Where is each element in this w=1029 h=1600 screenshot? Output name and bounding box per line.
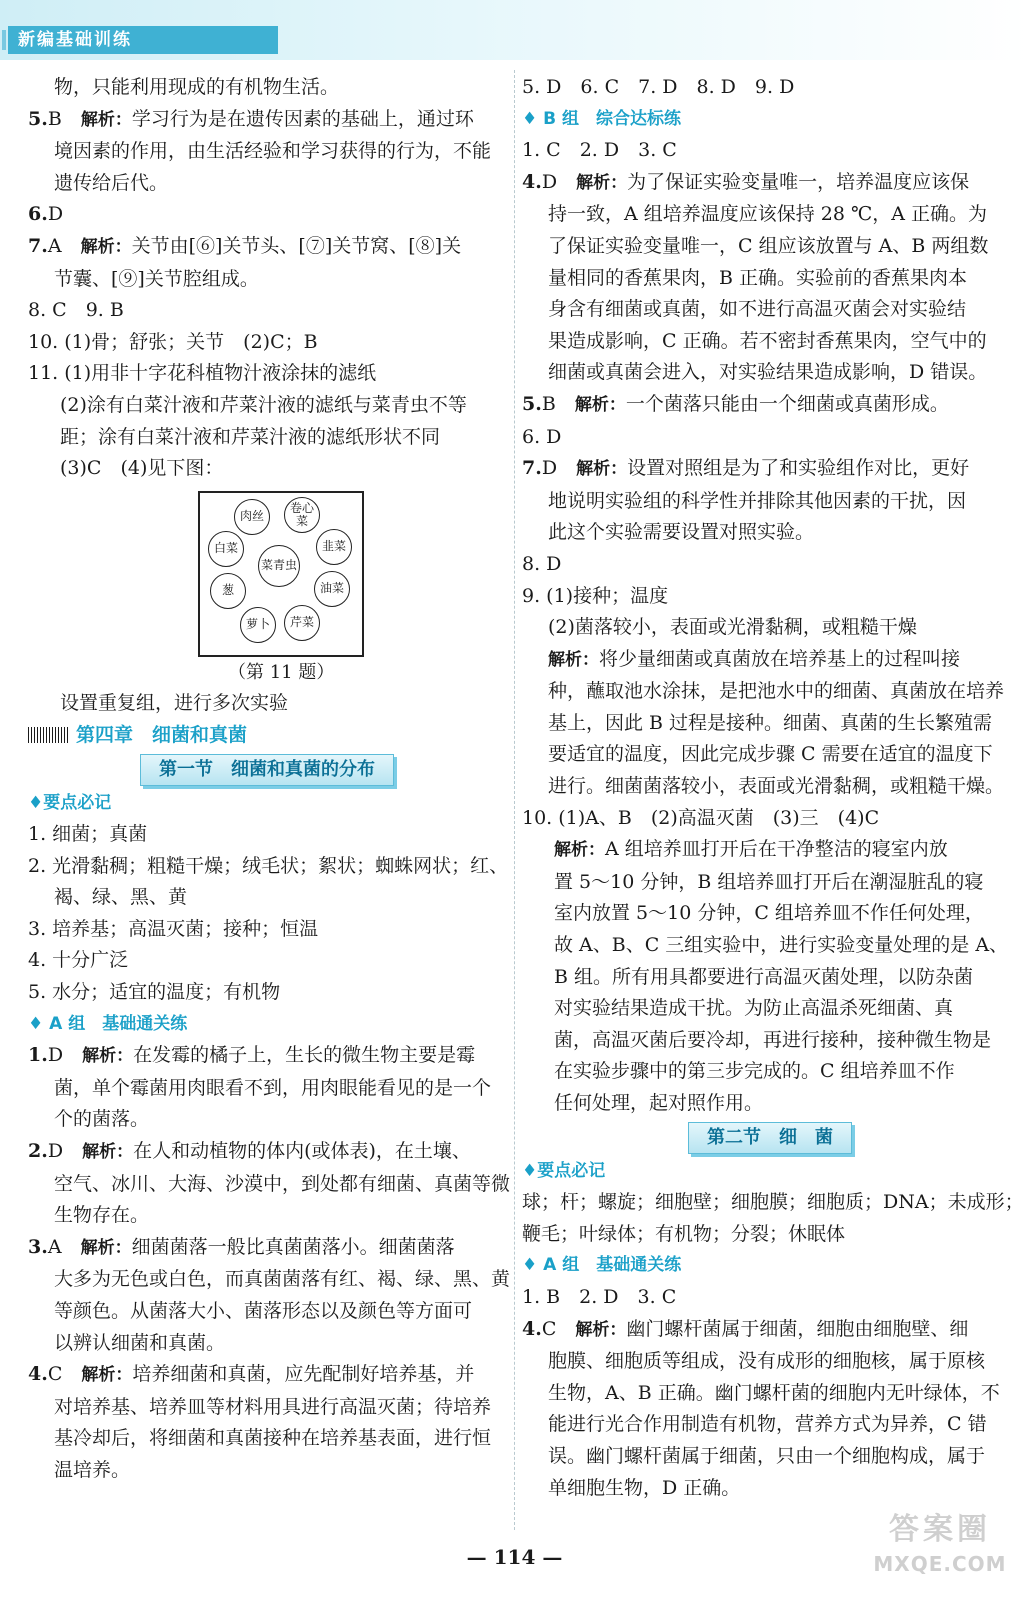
section-title: 第二节 细 菌 <box>688 1122 852 1154</box>
text-line: 大多为无色或白色，而真菌菌落有红、褐、绿、黑、黄 <box>54 1268 511 1291</box>
text-line: 对培养基、培养皿等材料用具进行高温灭菌；待培养 <box>54 1395 492 1418</box>
section-title: 第一节 细菌和真菌的分布 <box>140 754 394 786</box>
answer-item <box>28 231 506 295</box>
text-line: 种，蘸取池水涂抹，是把池水中的细菌、真菌放在培养 <box>548 680 1005 703</box>
chapter-title: 第四章 细菌和真菌 <box>76 723 248 746</box>
text-line: 误。幽门螺杆菌属于细菌，只由一个细胞构成，属于 <box>548 1444 986 1467</box>
answer-line: 1. B 2. D 3. C <box>522 1285 677 1308</box>
text-line: 此这个实验需要设置对照实验。 <box>548 521 815 544</box>
item-answer: D <box>541 170 558 193</box>
answer-line: 10. (1)A、B (2)高温灭菌 (3)三 (4)C <box>522 806 880 829</box>
text-line: 个的菌落。 <box>54 1108 150 1131</box>
diagram-item: 油菜 <box>314 571 350 607</box>
group-title: A 组 基础通关练 <box>543 1255 682 1276</box>
answer-line: 11. (1)用非十字花科植物汁液涂抹的滤纸 <box>28 362 377 385</box>
answer-line: 1. C 2. D 3. C <box>522 139 677 162</box>
watermark-logo <box>865 1508 1015 1588</box>
text-line: 球；杆；螺旋；细胞壁；细胞膜；细胞质；DNA；未成形； <box>522 1191 1024 1214</box>
answer-item <box>522 803 1009 1120</box>
chapter-bars-icon <box>28 727 70 743</box>
text-line: 任何处理，起对照作用。 <box>554 1092 764 1114</box>
analysis-label: 解析： <box>80 109 132 130</box>
diagram-item: 韭菜 <box>316 529 352 565</box>
text-line: 对实验结果造成干扰。为防止高温杀死细菌、真 <box>554 997 954 1020</box>
text-line: 要适宜的温度，因此完成步骤 C 需要在适宜的温度下 <box>548 743 993 766</box>
text-line: 1. 细菌；真菌 <box>28 823 148 846</box>
text-line: 2. 光滑黏稠；粗糙干燥；绒毛状；絮状；蜘蛛网状；红、 <box>28 854 509 877</box>
text-line: 进行。细菌菌落较小，表面或光滑黏稠，或粗糙干燥。 <box>548 775 1005 798</box>
diagram-item: 肉丝 <box>234 499 270 535</box>
chapter-heading <box>28 720 506 752</box>
item-number: 4. <box>28 1363 48 1386</box>
group-heading <box>522 104 1002 136</box>
text-line: 身含有细菌或真菌，如不进行高温灭菌会对实验结 <box>548 298 967 321</box>
text-line: 置 5～10 分钟，B 组培养皿打开后在潮湿脏乱的寝 <box>554 870 984 893</box>
text-line: 能进行光合作用制造有机物，营养方式为异养，C 错 <box>548 1413 987 1436</box>
text-line: (2)菌落较小，表面或光滑黏稠，或粗糙干燥 <box>548 616 917 639</box>
experiment-diagram <box>198 491 364 657</box>
text-line: 一个菌落只能由一个细菌或真菌形成。 <box>625 392 949 415</box>
item-number: 2. <box>28 1140 48 1163</box>
text-line: 境因素的作用，由生活经验和学习获得的行为，不能 <box>54 140 492 163</box>
item-number: 5. <box>28 107 48 130</box>
group-heading <box>522 1156 1002 1188</box>
text-line: 单细胞生物，D 正确。 <box>548 1476 741 1499</box>
group-title: 要点必记 <box>537 1160 606 1181</box>
text-line: 幽门螺杆菌属于细菌，细胞由细胞壁、细 <box>626 1317 969 1340</box>
answer-line: 9. (1)接种；温度 <box>522 584 669 607</box>
analysis-label: 解析： <box>576 172 628 193</box>
item-answer: D <box>47 203 64 226</box>
analysis-label: 解析： <box>574 394 626 415</box>
diamond-icon: ♦ <box>28 792 44 813</box>
item-answer: D <box>47 1044 64 1067</box>
group-title: 要点必记 <box>43 792 112 813</box>
answer-item <box>28 1232 511 1359</box>
text-line: 4. 十分广泛 <box>28 949 129 972</box>
text-line: 物，只能利用现成的有机物生活。 <box>54 76 340 98</box>
text-line: 鞭毛；叶绿体；有机物；分裂；休眠体 <box>522 1222 846 1245</box>
item-answer: C <box>47 1363 63 1386</box>
text-line: (3)C (4)见下图： <box>60 457 224 480</box>
text-line: (2)涂有白菜汁液和芹菜汁液的滤纸与菜青虫不等 <box>60 393 467 416</box>
text-line: 菌，高温灭菌后要冷却，再进行接种，接种微生物是 <box>554 1028 992 1051</box>
answer-line: 6. D <box>522 425 562 448</box>
diamond-icon: ♦ <box>28 1013 44 1034</box>
item-answer: D <box>541 457 558 480</box>
item-answer: A <box>47 234 62 257</box>
diagram-item: 萝卜 <box>240 607 276 643</box>
group-heading <box>28 788 506 820</box>
text-line: 在发霉的橘子上，生长的微生物主要是霉 <box>133 1044 476 1067</box>
text-line: 设置重复组，进行多次实验 <box>60 692 289 715</box>
item-number: 7. <box>522 457 542 480</box>
watermark-url: MXQE.COM <box>873 1552 1007 1576</box>
text-line: 3. 培养基；高温灭菌；接种；恒温 <box>28 917 319 940</box>
analysis-label: 解析： <box>80 1237 132 1258</box>
text-line: 空气、冰川、大海、沙漠中，到处都有细菌、真菌等微 <box>54 1172 511 1195</box>
answer-item <box>522 581 1005 803</box>
right-column <box>522 72 1024 1504</box>
answer-line: 5. D 6. C 7. D 8. D 9. D <box>522 76 795 98</box>
item-number: 3. <box>28 1235 48 1258</box>
text-line: 将少量细菌或真菌放在培养基上的过程叫接 <box>599 647 961 670</box>
answer-item <box>522 1314 1002 1505</box>
answer-line: 8. D <box>522 552 562 575</box>
answer-line: 8. C 9. B <box>28 299 124 322</box>
item-number: 6. <box>28 203 48 226</box>
item-answer: B <box>47 107 62 130</box>
group-heading <box>28 1009 506 1041</box>
text-line: 节囊、[⑨]关节腔组成。 <box>54 267 259 290</box>
diagram-item: 葱 <box>210 573 246 609</box>
item-answer: C <box>541 1317 557 1340</box>
analysis-label: 解析： <box>80 236 132 257</box>
text-line: 褐、绿、黑、黄 <box>54 886 188 909</box>
text-line: 基上，因此 B 过程是接种。细菌、真菌的生长繁殖需 <box>548 711 993 734</box>
diamond-icon: ♦ <box>522 1160 538 1181</box>
analysis-label: 解析： <box>81 1365 133 1386</box>
text-line: 温培养。 <box>54 1458 131 1481</box>
item-number: 5. <box>522 392 542 415</box>
text-line: A 组培养皿打开后在干净整洁的寝室内放 <box>605 838 948 861</box>
item-number: 1. <box>28 1044 48 1067</box>
item-number: 4. <box>522 170 542 193</box>
analysis-label: 解析： <box>82 1046 134 1067</box>
answer-item <box>28 1136 511 1232</box>
text-line: 关节由[⑥]关节头、[⑦]关节窝、[⑧]关 <box>131 234 462 257</box>
answer-item <box>28 1040 506 1136</box>
text-line: 持一致，A 组培养温度应该保持 28 ℃，A 正确。为 <box>548 203 988 226</box>
text-line: 故 A、B、C 三组实验中，进行实验变量处理的是 A、 <box>554 934 1009 957</box>
item-answer: D <box>47 1140 64 1163</box>
diagram-item: 卷心菜 <box>284 497 320 533</box>
analysis-label: 解析： <box>554 840 605 861</box>
text-line: 距；涂有白菜汁液和芹菜汁液的滤纸形状不同 <box>60 425 441 448</box>
section-heading <box>522 1120 1002 1156</box>
text-line: 果造成影响，C 正确。若不密封香蕉果肉，空气中的 <box>548 329 987 352</box>
left-column <box>28 72 511 1487</box>
text-line: 5. 水分；适宜的温度；有机物 <box>28 981 281 1004</box>
column-divider <box>514 70 515 1530</box>
item-answer: B <box>541 392 556 415</box>
text-line: 室内放置 5～10 分钟，C 组培养皿不作任何处理， <box>554 902 984 925</box>
section-heading <box>28 752 506 788</box>
analysis-label: 解析： <box>82 1142 134 1163</box>
text-line: 菌，单个霉菌用肉眼看不到，用肉眼能看见的是一个 <box>54 1076 492 1099</box>
answer-item <box>28 199 506 231</box>
analysis-label: 解析： <box>576 459 628 480</box>
text-line: 在人和动植物的体内(或体表)，在土壤、 <box>133 1140 471 1163</box>
text-line: 细菌菌落一般比真菌菌落小。细菌菌落 <box>131 1235 455 1258</box>
diamond-icon: ♦ <box>522 1255 538 1276</box>
answer-line: 10. (1)骨；舒张；关节 (2)C；B <box>28 330 318 353</box>
group-title: B 组 综合达标练 <box>543 108 682 129</box>
diagram-item: 白菜 <box>208 531 244 567</box>
text-line: 遗传给后代。 <box>54 171 169 194</box>
text-line: 量相同的香蕉果肉，B 正确。实验前的香蕉果肉本 <box>548 266 968 289</box>
book-title: 新编基础训练 <box>8 26 278 54</box>
item-number: 7. <box>28 234 48 257</box>
answer-item <box>522 167 1002 389</box>
group-heading <box>522 1250 1002 1282</box>
text-line: 胞膜、细胞质等组成，没有成形的细胞核，属于原核 <box>548 1350 986 1373</box>
answer-item <box>28 1359 506 1486</box>
text-line: 等颜色。从菌落大小、菌落形态以及颜色等方面可 <box>54 1300 473 1322</box>
answer-item <box>28 104 506 200</box>
text-line: 设置对照组是为了和实验组作对比，更好 <box>627 457 970 480</box>
text-line: 培养细菌和真菌，应先配制好培养基，并 <box>132 1363 475 1386</box>
diagram-center: 菜青虫 <box>258 545 300 587</box>
diagram-item: 芹菜 <box>284 605 320 641</box>
analysis-label: 解析： <box>548 649 599 670</box>
text-line: 在实验步骤中的第三步完成的。C 组培养皿不作 <box>554 1060 955 1083</box>
text-line: 以辨认细菌和真菌。 <box>54 1331 226 1354</box>
text-line: 生物存在。 <box>54 1204 150 1227</box>
text-line: 细菌或真菌会进入，对实验结果造成影响，D 错误。 <box>548 361 988 384</box>
item-answer: A <box>47 1235 62 1258</box>
analysis-label: 解析： <box>575 1319 627 1340</box>
text-line: 地说明实验组的科学性并排除其他因素的干扰，因 <box>548 489 967 512</box>
text-line: 基冷却后，将细菌和真菌接种在培养基表面，进行恒 <box>54 1427 492 1450</box>
answer-item <box>522 389 1002 422</box>
watermark-text: 答案圈 <box>889 1512 991 1547</box>
item-number: 4. <box>522 1317 542 1340</box>
diamond-icon: ♦ <box>522 108 538 129</box>
page-number: — 114 — <box>466 1545 563 1569</box>
group-title: A 组 基础通关练 <box>49 1013 188 1034</box>
figure-caption: （第 11 题） <box>228 661 335 683</box>
answer-item <box>522 453 1002 549</box>
text-line: 为了保证实验变量唯一，培养温度应该保 <box>627 170 970 193</box>
text-line: B 组。所有用具都要进行高温灭菌处理，以防杂菌 <box>554 965 974 988</box>
text-line: 学习行为是在遗传因素的基础上，通过环 <box>131 107 474 130</box>
text-line: 了保证实验变量唯一，C 组应该放置与 A、B 两组数 <box>548 234 989 257</box>
text-line: 生物，A、B 正确。幽门螺杆菌的细胞内无叶绿体，不 <box>548 1381 1000 1404</box>
